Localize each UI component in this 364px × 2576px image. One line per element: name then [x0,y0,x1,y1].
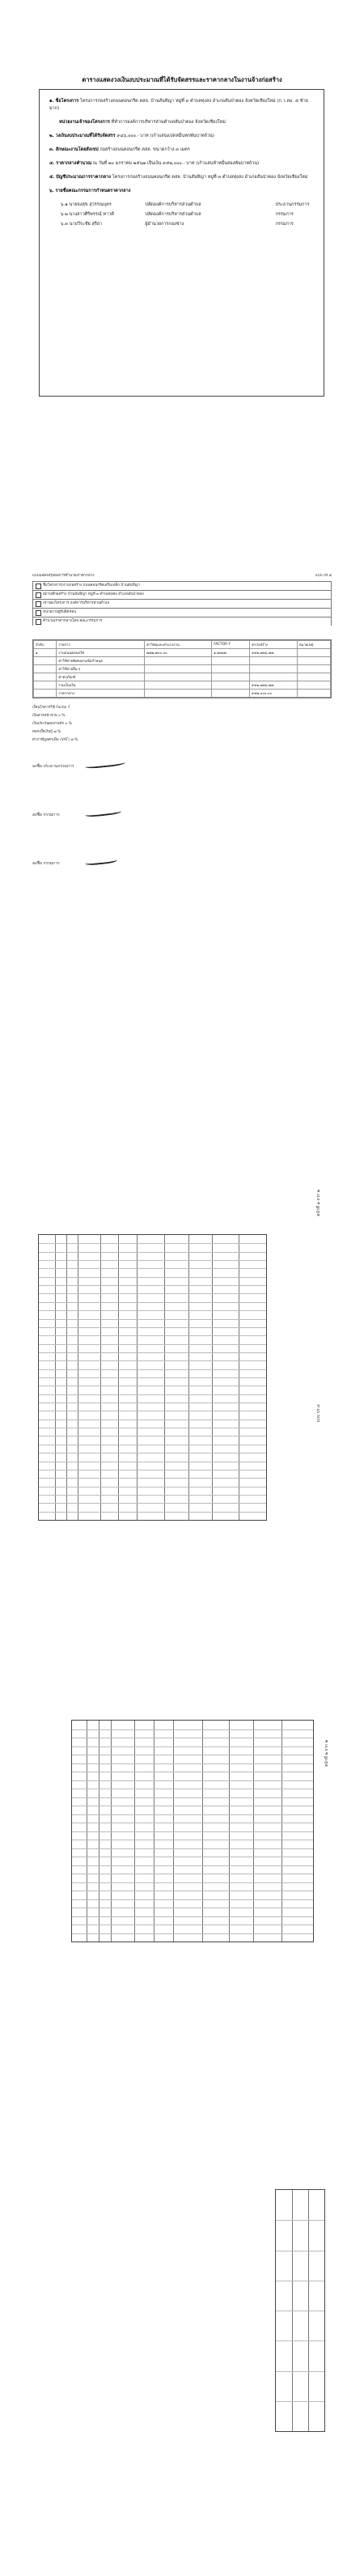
summary-item-label: ๔. ราคากลางคำนวณ [49,161,92,166]
signature-mark [85,758,126,769]
table-row [34,657,331,665]
page2-header-right: แบบ ปร.๕ [315,574,332,578]
cell [34,690,57,698]
member-name: ๖.๓ นายวีระชัย สุริยา [61,222,103,227]
boq-table-page3 [38,1234,267,1521]
cell: ราคากลาง [57,690,145,698]
row-rule [39,1352,266,1353]
cell [297,649,330,657]
cell: ๗๗๒,๗๐๐.๐๐ [145,649,212,657]
committee-member [49,202,314,209]
check-row: สถานที่ก่อสร้าง บ้านสันทิญา หมู่ที่ ๓ ตำบลทุ่งสง อำเภอสันป่าตอง [32,590,332,599]
row-rule [39,1302,266,1303]
table-header-row [34,641,331,649]
page-number: หน้าที่ ๑ จาก ๒ [316,1190,321,1216]
signature-label: ลงชื่อ ประธานกรรมการ [32,764,74,769]
row-rule [39,1252,266,1253]
col-header: ค่าก่อสร้าง [250,641,298,649]
cell [297,690,330,698]
cell: ค่าใช้จ่ายอื่น ๆ [57,665,145,673]
row-rule [72,1865,313,1866]
boq-table-page4 [71,1720,314,1942]
cell [212,673,250,681]
col-header: หมายเหตุ [297,641,330,649]
row-rule [72,1814,313,1815]
row-rule [72,1729,313,1730]
cell: งานถนนคอนกรีต [57,649,145,657]
signature-line [32,763,74,770]
member-position: ผู้อำนวยการกองช่าง [145,222,184,227]
summary-item-2 [49,133,314,140]
member-role: กรรมการ [275,212,294,217]
row-rule [72,1831,313,1832]
signature-mark [85,856,118,866]
cell [34,673,57,681]
row-rule [39,1327,266,1328]
col-header: FACTOR F [212,641,250,649]
cell [212,665,250,673]
summary-item-5 [49,174,314,181]
summary-item-text: ก่อสร้างถนนคอนกรีต คสล. ขนาดกว้าง ๓ เมตร [99,147,190,152]
row-rule [72,1746,313,1747]
cell: ค่าครุภัณฑ์ [57,673,145,681]
summary-item-text: ณ วันที่ ๒๐ มกราคม ๒๕๖๗ เป็นเงิน ๙๕๒,๐๐๐.- บาท (เก้าแสนห้าหมื่นสองพันบาทถ้วน) [92,161,260,166]
foot-line: เงื่อนไขการใช้ Factor F [32,706,70,710]
row-rule [39,1360,266,1361]
cell [145,673,212,681]
row-rule [39,1319,266,1320]
row-rule [72,1780,313,1781]
summary-item-text: ๙๘๖,๐๐๐.- บาท (เก้าแสนแปดหมื่นหกพันบาทถ้วน) [116,134,214,138]
row-rule [39,1260,266,1261]
check-row: คำนวณราคากลางโดย คณะกรรมการ [32,617,332,626]
cell [145,665,212,673]
col-header: ลำดับ [34,641,57,649]
summary-item-3 [49,146,314,154]
final-table [275,2189,325,2432]
member-position: ปลัดองค์การบริหารส่วนตำบล [145,202,201,207]
member-position: ปลัดองค์การบริหารส่วนตำบล [145,212,201,217]
row-rule [39,1436,266,1437]
cost-summary-table [32,639,332,698]
cell [145,681,212,690]
row-rule [276,2401,324,2402]
row-rule [39,1377,266,1378]
check-row: ชื่อโครงการ/งานก่อสร้าง ถนนคอนกรีตเสริมเหล็ก บ้านสันทิญา [32,581,332,590]
page-number: หน้าที่ ๒ จาก ๒ [324,1740,329,1767]
signature-label: ลงชื่อ กรรมการ [32,861,60,866]
foot-line: ดอกเบี้ยเงินกู้ ๗ % [32,730,61,734]
cell [34,665,57,673]
member-role: กรรมการ [275,222,294,227]
row-rule [39,1512,266,1513]
cell [212,681,250,690]
cell [250,657,298,665]
summary-item-label: ๖. รายชื่อคณะกรรมการกำหนดราคากลาง [49,189,131,193]
row-rule [72,1933,313,1934]
cell [250,673,298,681]
row-rule [39,1268,266,1269]
summary-item-owner [49,119,314,126]
foot-line: เงินล่วงหน้าจ่าย ๐ % [32,714,66,718]
summary-item-text: โครงการก่อสร้างถนนคอนกรีต คสล. บ้านสันทิญา หมู่ที่ ๓ ตำบลทุ่งสง อำเภอสันป่าตอง จังหวัดเชียงใหม่ [112,175,308,180]
cell: รวมเป็นเงิน [57,681,145,690]
cell: ๑ [34,649,57,657]
row-rule [39,1285,266,1286]
row-rule [39,1243,266,1244]
col-header: รายการ [57,641,145,649]
foot-line: เงินประกันผลงานหัก ๐ % [32,722,73,726]
cell [212,657,250,665]
summary-item-label: หน่วยงานเจ้าของโครงการ [59,120,110,125]
cell [250,665,298,673]
row-rule [39,1335,266,1336]
row-rule [72,1899,313,1900]
row-rule [276,2220,324,2221]
signature-line [32,812,60,818]
foot-line: ค่าภาษีมูลค่าเพิ่ม (VAT) ๗ % [32,738,78,742]
row-rule [276,2340,324,2341]
row-rule [72,1763,313,1764]
table-row [34,690,331,698]
row-rule [39,1394,266,1395]
signature-line [32,860,60,867]
summary-item-4 [49,160,314,168]
cell: ๙๕๑,๗๓๖.๗๗ [250,681,298,690]
summary-item-6 [49,188,314,195]
row-rule [39,1453,266,1454]
signature-mark [85,808,122,818]
table-row [34,649,331,657]
member-role: ประธานกรรมการ [275,202,310,207]
row-rule [276,2371,324,2372]
committee-member [49,211,314,219]
summary-item-text: โครงการก่อสร้างถนนคอนกรีต คสล. บ้านสันทิญา หมู่ที่ ๓ ตำบลทุ่งสง อำเภอสันป่าตอง จังหวัดเชียงใหม่ (ก.ว.ลม. ๕ ซ้ายมาก) [49,99,308,111]
table-row [34,665,331,673]
page-caption: แบบ ปร.๔ [316,1404,321,1423]
signature-label: ลงชื่อ กรรมการ [32,813,60,817]
page1-title: ตารางแสดงวงเงินงบประมาณที่ได้รับจัดสรรและราคากลางในงานจ้างก่อสร้าง [82,76,282,83]
row-rule [39,1503,266,1504]
check-row: เจ้าของโครงการ องค์การบริหารส่วนตำบล [32,599,332,608]
cell [34,657,57,665]
row-rule [39,1310,266,1311]
check-row: หน่วยงานผู้รับผิดชอบ [32,608,332,617]
table-row [34,673,331,681]
page2-header [32,572,332,578]
row-rule [39,1277,266,1278]
row-rule [39,1293,266,1294]
row-rule [39,1478,266,1479]
summary-box [39,89,324,397]
cell: ๙๕๑,๗๓๖.๗๗ [250,649,298,657]
page2-header-left: แบบแสดงสรุปผลการคำนวณราคากลาง [32,574,95,578]
cell [34,681,57,690]
summary-item-1 [49,98,314,112]
table-row [34,681,331,690]
row-rule [72,1882,313,1883]
cell [145,690,212,698]
row-rule [39,1344,266,1345]
summary-item-label: ๓. ลักษณะงานโดยสังเขป [49,147,99,152]
row-rule [39,1495,266,1496]
summary-item-text: ที่ทำการองค์การบริหารส่วนตำบลสันป่าตอง จังหวัดเชียงใหม่ [111,120,226,125]
cell [212,690,250,698]
committee-member [49,221,314,228]
row-rule [72,1916,313,1917]
cell: ๙๕๒,๐๐๐.๐๐ [250,690,298,698]
cell [297,673,330,681]
row-rule [39,1369,266,1370]
cell: ๑.๒๓๑๗ [212,649,250,657]
member-name: ๖.๒ นางสาวศิริพรรณ์ ทาวดี [61,212,114,217]
cell [297,665,330,673]
summary-item-label: ๒. วงเงินงบประมาณที่ได้รับจัดสรร [49,134,116,138]
member-name: ๖.๑ นายจงสุข สุวรรณบุตร [61,202,112,207]
summary-item-label: ๕. บัญชีประมาณการราคากลาง [49,175,111,180]
cell [297,681,330,690]
cell [145,657,212,665]
row-rule [72,1848,313,1849]
cell [297,657,330,665]
summary-item-label: ๑. ชื่อโครงการ [49,99,79,104]
cell: ค่าใช้จ่ายพิเศษตามข้อกำหนด [57,657,145,665]
col-header: ค่าวัสดุและค่าแรงงาน [145,641,212,649]
row-rule [72,1797,313,1798]
